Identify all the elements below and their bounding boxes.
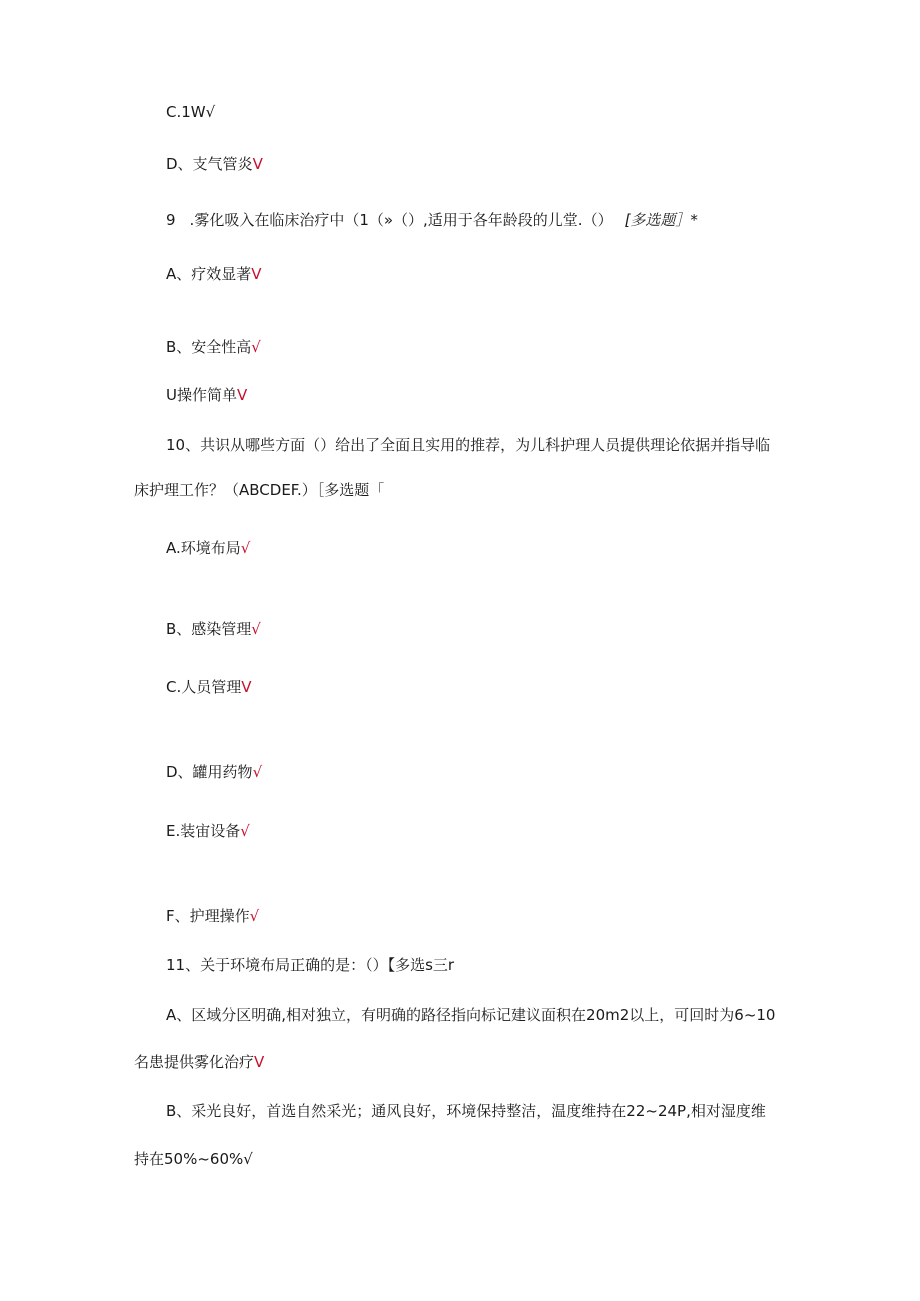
question-10-option-d bbox=[166, 762, 262, 782]
question-11-option-a-line-1 bbox=[166, 1005, 775, 1025]
option-text: D、支气管炎 bbox=[166, 155, 253, 173]
option-text: A、疗效显著 bbox=[166, 265, 252, 283]
question-text: 10、共识从哪些方面（）给出了全面且实用的推荐，为儿科护理人员提供理论依据并指导临 bbox=[166, 436, 771, 454]
question-10-option-f bbox=[166, 906, 259, 926]
option-text: B、感染管理 bbox=[166, 620, 252, 638]
question-11-option-b-line-1 bbox=[166, 1101, 766, 1121]
option-text: F、护理操作 bbox=[166, 907, 250, 925]
check-mark: √ bbox=[240, 822, 250, 840]
question-10-option-b bbox=[166, 619, 261, 639]
option-d-prev bbox=[166, 154, 263, 174]
question-10-option-a bbox=[166, 538, 250, 558]
check-mark: √ bbox=[251, 620, 261, 638]
question-9 bbox=[166, 210, 698, 230]
option-text: D、罐用药物 bbox=[166, 763, 253, 781]
check-mark: √ bbox=[252, 763, 263, 781]
check-mark: √ bbox=[243, 1150, 253, 1168]
option-text: C.1W bbox=[166, 103, 206, 121]
question-type-tag: [多选题］* bbox=[624, 211, 698, 229]
check-mark: √ bbox=[249, 907, 260, 925]
check-mark: V bbox=[254, 1053, 265, 1071]
question-11-option-a-line-2 bbox=[134, 1052, 264, 1072]
question-11-option-b-line-2 bbox=[134, 1149, 253, 1169]
option-text: U操作简单 bbox=[166, 386, 237, 404]
option-c-prev bbox=[166, 102, 215, 122]
question-text: 床护理工作？（ABCDEF.）［多选题「 bbox=[134, 481, 385, 499]
question-11 bbox=[166, 955, 454, 975]
option-text: B、采光良好，首选自然采光；通风良好，环境保持整洁，温度维持在22~24P,相对湿度维 bbox=[166, 1102, 766, 1120]
option-text: A.环境布局 bbox=[166, 539, 241, 557]
question-10-line-1 bbox=[166, 435, 770, 455]
check-mark: V bbox=[252, 155, 263, 173]
question-9-option-c bbox=[166, 385, 247, 405]
option-text: C.人员管理 bbox=[166, 678, 242, 696]
question-number: 9 bbox=[166, 211, 176, 229]
option-text: 持在50%~60% bbox=[134, 1150, 244, 1168]
check-mark: V bbox=[236, 386, 248, 404]
question-9-option-a bbox=[166, 264, 262, 284]
check-mark: √ bbox=[205, 103, 216, 121]
option-text: B、安全性高 bbox=[166, 338, 252, 356]
question-text: .雾化吸入在临床治疗中（1（»（）,适用于各年龄段的儿堂.（） bbox=[189, 211, 613, 229]
check-mark: √ bbox=[240, 539, 251, 557]
question-10-option-e bbox=[166, 821, 250, 841]
question-10-option-c bbox=[166, 677, 252, 697]
check-mark: √ bbox=[251, 338, 261, 356]
question-10-line-2 bbox=[134, 480, 384, 500]
option-text: 名患提供雾化治疗 bbox=[134, 1053, 255, 1071]
check-mark: V bbox=[241, 678, 252, 696]
question-text: 11、关于环境布局正确的是：（）【多选s三r bbox=[166, 956, 455, 974]
check-mark: V bbox=[251, 265, 262, 283]
option-text: E.装宙设备 bbox=[166, 822, 241, 840]
option-text: A、区域分区明确,相对独立，有明确的路径指向标记建议面积在20m2以上，可回时为6~10 bbox=[166, 1006, 776, 1024]
question-9-option-b bbox=[166, 337, 261, 357]
